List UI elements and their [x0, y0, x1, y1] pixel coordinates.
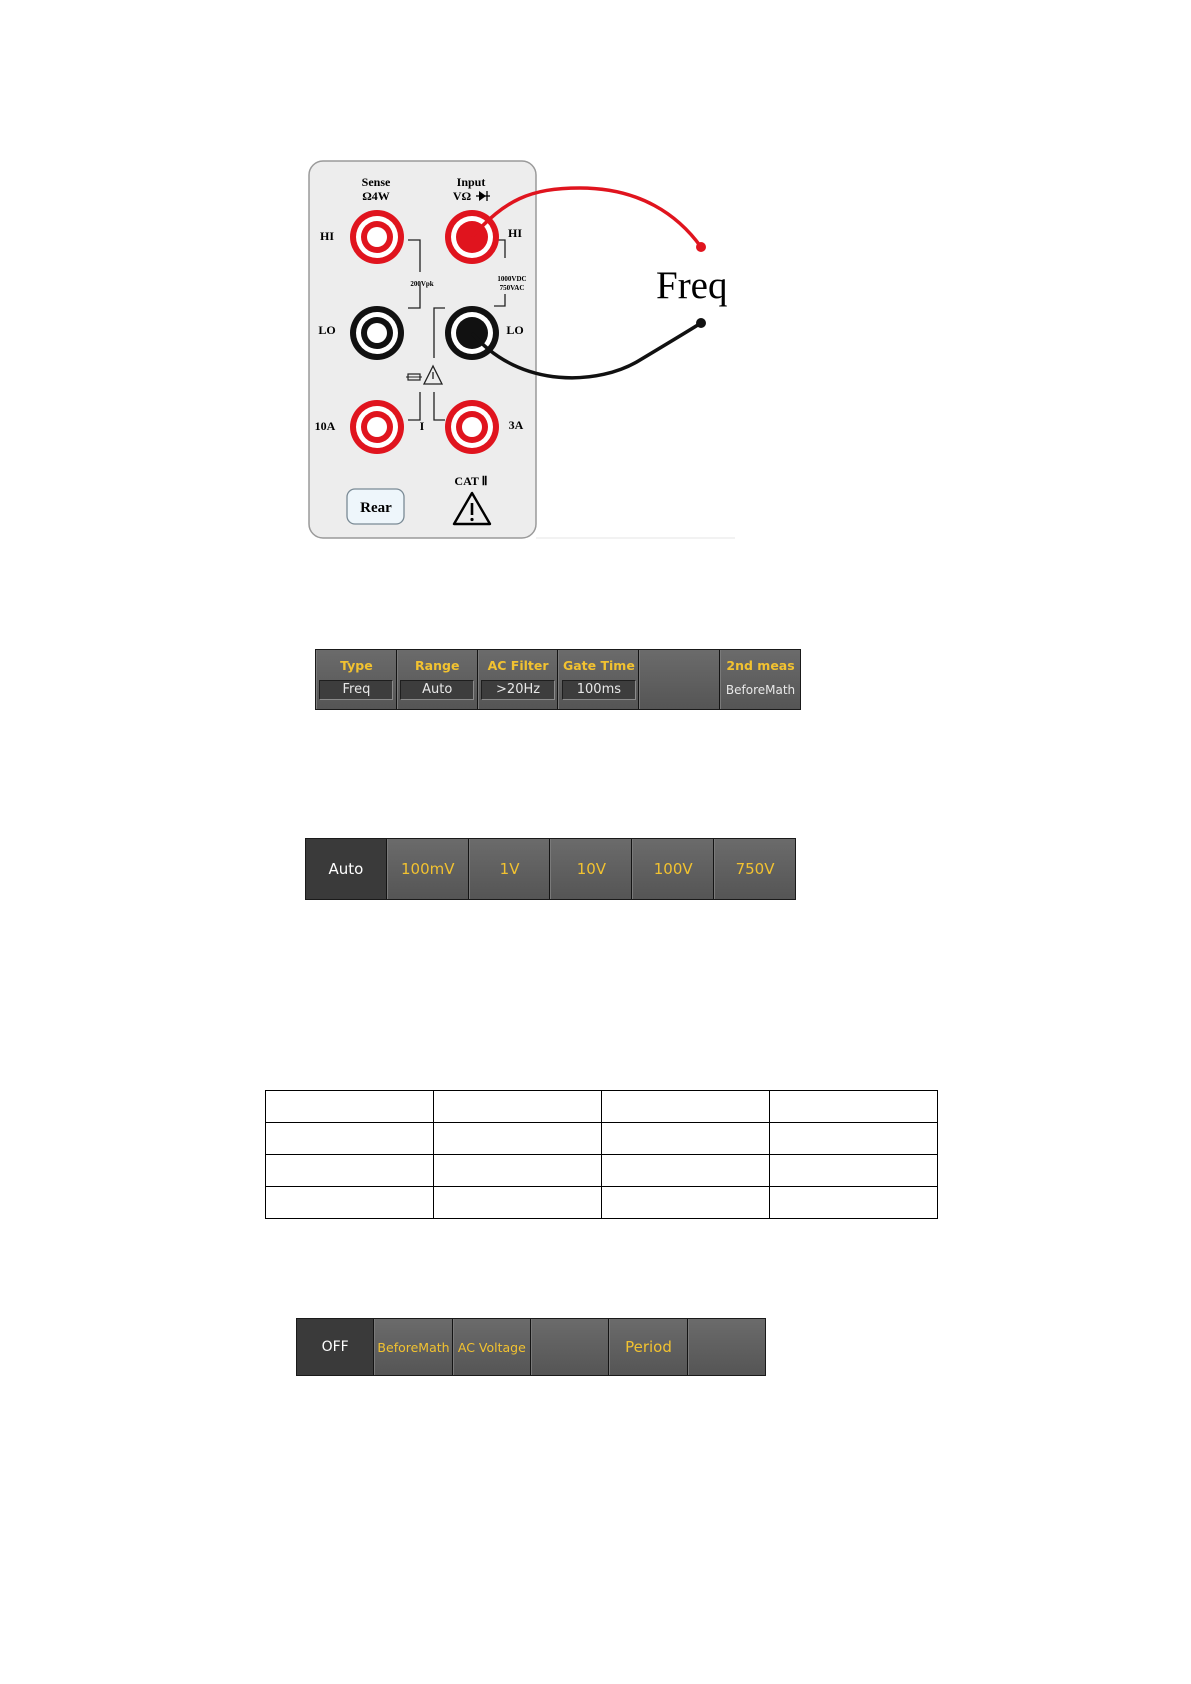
- diagram-svg: [0, 0, 1191, 560]
- table-cell: [770, 1091, 938, 1123]
- terminal-sense-lo[interactable]: [350, 306, 404, 360]
- second-off-softkey[interactable]: OFF: [297, 1319, 374, 1375]
- red-lead-tip: [696, 242, 706, 252]
- cat-label: CAT Ⅱ: [454, 474, 488, 488]
- vpk-label: 200Vpk: [410, 280, 434, 288]
- label-3a: 3A: [508, 418, 524, 432]
- connection-diagram: [0, 0, 1191, 560]
- table-cell: [770, 1187, 938, 1219]
- table-cell: [434, 1155, 602, 1187]
- table-cell: [434, 1123, 602, 1155]
- table-cell: [602, 1091, 770, 1123]
- table-cell: [266, 1155, 434, 1187]
- table-row: [266, 1091, 938, 1123]
- softkey-title: AC Filter: [487, 658, 549, 673]
- range-1v-softkey[interactable]: 1V: [469, 839, 551, 899]
- softkey-value: 100ms: [562, 680, 636, 700]
- table-cell: [266, 1187, 434, 1219]
- lo-right-label: LO: [506, 323, 524, 337]
- table-cell: [434, 1091, 602, 1123]
- softkey-title: Type: [340, 658, 373, 673]
- lo-left-label: LO: [318, 323, 336, 337]
- input-sub-label: VΩ: [452, 189, 472, 203]
- sense-sub-label: Ω4W: [362, 189, 390, 203]
- table-cell: [602, 1187, 770, 1219]
- table-row: [266, 1187, 938, 1219]
- blank-softkey[interactable]: [639, 650, 720, 709]
- table-cell: [770, 1155, 938, 1187]
- softkey-value: >20Hz: [481, 680, 555, 700]
- rating-line-2: 750VAC: [499, 284, 525, 292]
- softkey-title: Range: [415, 658, 460, 673]
- ac-filter-softkey[interactable]: [478, 650, 559, 709]
- black-lead-tip: [696, 318, 706, 328]
- table-cell: [266, 1123, 434, 1155]
- type-softkey[interactable]: [316, 650, 397, 709]
- second-blank-softkey-2[interactable]: [688, 1319, 765, 1375]
- second-meas-softkey[interactable]: [720, 650, 800, 709]
- table-row: [266, 1155, 938, 1187]
- frequency-menu-bar: [315, 649, 801, 710]
- range-750v-softkey[interactable]: 750V: [714, 839, 795, 899]
- terminal-3a[interactable]: [445, 400, 499, 454]
- gate-time-softkey[interactable]: [558, 650, 639, 709]
- softkey-title: 2nd meas: [726, 658, 795, 673]
- signal-label: Freq: [656, 264, 728, 307]
- range-auto-softkey[interactable]: Auto: [306, 839, 387, 899]
- range-100v-softkey[interactable]: 100V: [632, 839, 714, 899]
- second-blank-softkey[interactable]: [531, 1319, 609, 1375]
- second-beforemath-softkey[interactable]: BeforeMath: [374, 1319, 452, 1375]
- label-10a: 10A: [314, 419, 336, 433]
- table-cell: [602, 1155, 770, 1187]
- front-panel: [309, 161, 536, 538]
- range-selection-bar: [305, 838, 796, 900]
- hi-left-label: HI: [319, 229, 335, 243]
- range-10v-softkey[interactable]: 10V: [550, 839, 632, 899]
- input-label: Input: [456, 175, 486, 189]
- rating-line-1: 1000VDC: [497, 275, 527, 283]
- terminal-sense-hi[interactable]: [350, 210, 404, 264]
- softkey-value: Auto: [400, 680, 474, 700]
- label-i: I: [419, 419, 425, 433]
- second-ac-voltage-softkey[interactable]: AC Voltage: [453, 1319, 531, 1375]
- table-cell: [602, 1123, 770, 1155]
- rear-button-label: Rear: [360, 500, 392, 516]
- table-cell: [770, 1123, 938, 1155]
- table-cell: [434, 1187, 602, 1219]
- terminal-10a[interactable]: [350, 400, 404, 454]
- hi-right-label: HI: [507, 226, 523, 240]
- table-cell: [266, 1091, 434, 1123]
- softkey-title: Gate Time: [562, 658, 635, 673]
- sense-label: Sense: [361, 175, 391, 189]
- range-softkey[interactable]: [397, 650, 478, 709]
- softkey-value: BeforeMath: [725, 683, 796, 697]
- second-measurement-bar: [296, 1318, 766, 1376]
- table-row: [266, 1123, 938, 1155]
- range-100mv-softkey[interactable]: 100mV: [387, 839, 469, 899]
- softkey-value: Freq: [319, 680, 393, 700]
- second-period-softkey[interactable]: Period: [609, 1319, 687, 1375]
- range-table: [265, 1090, 938, 1219]
- rear-button[interactable]: [347, 489, 404, 524]
